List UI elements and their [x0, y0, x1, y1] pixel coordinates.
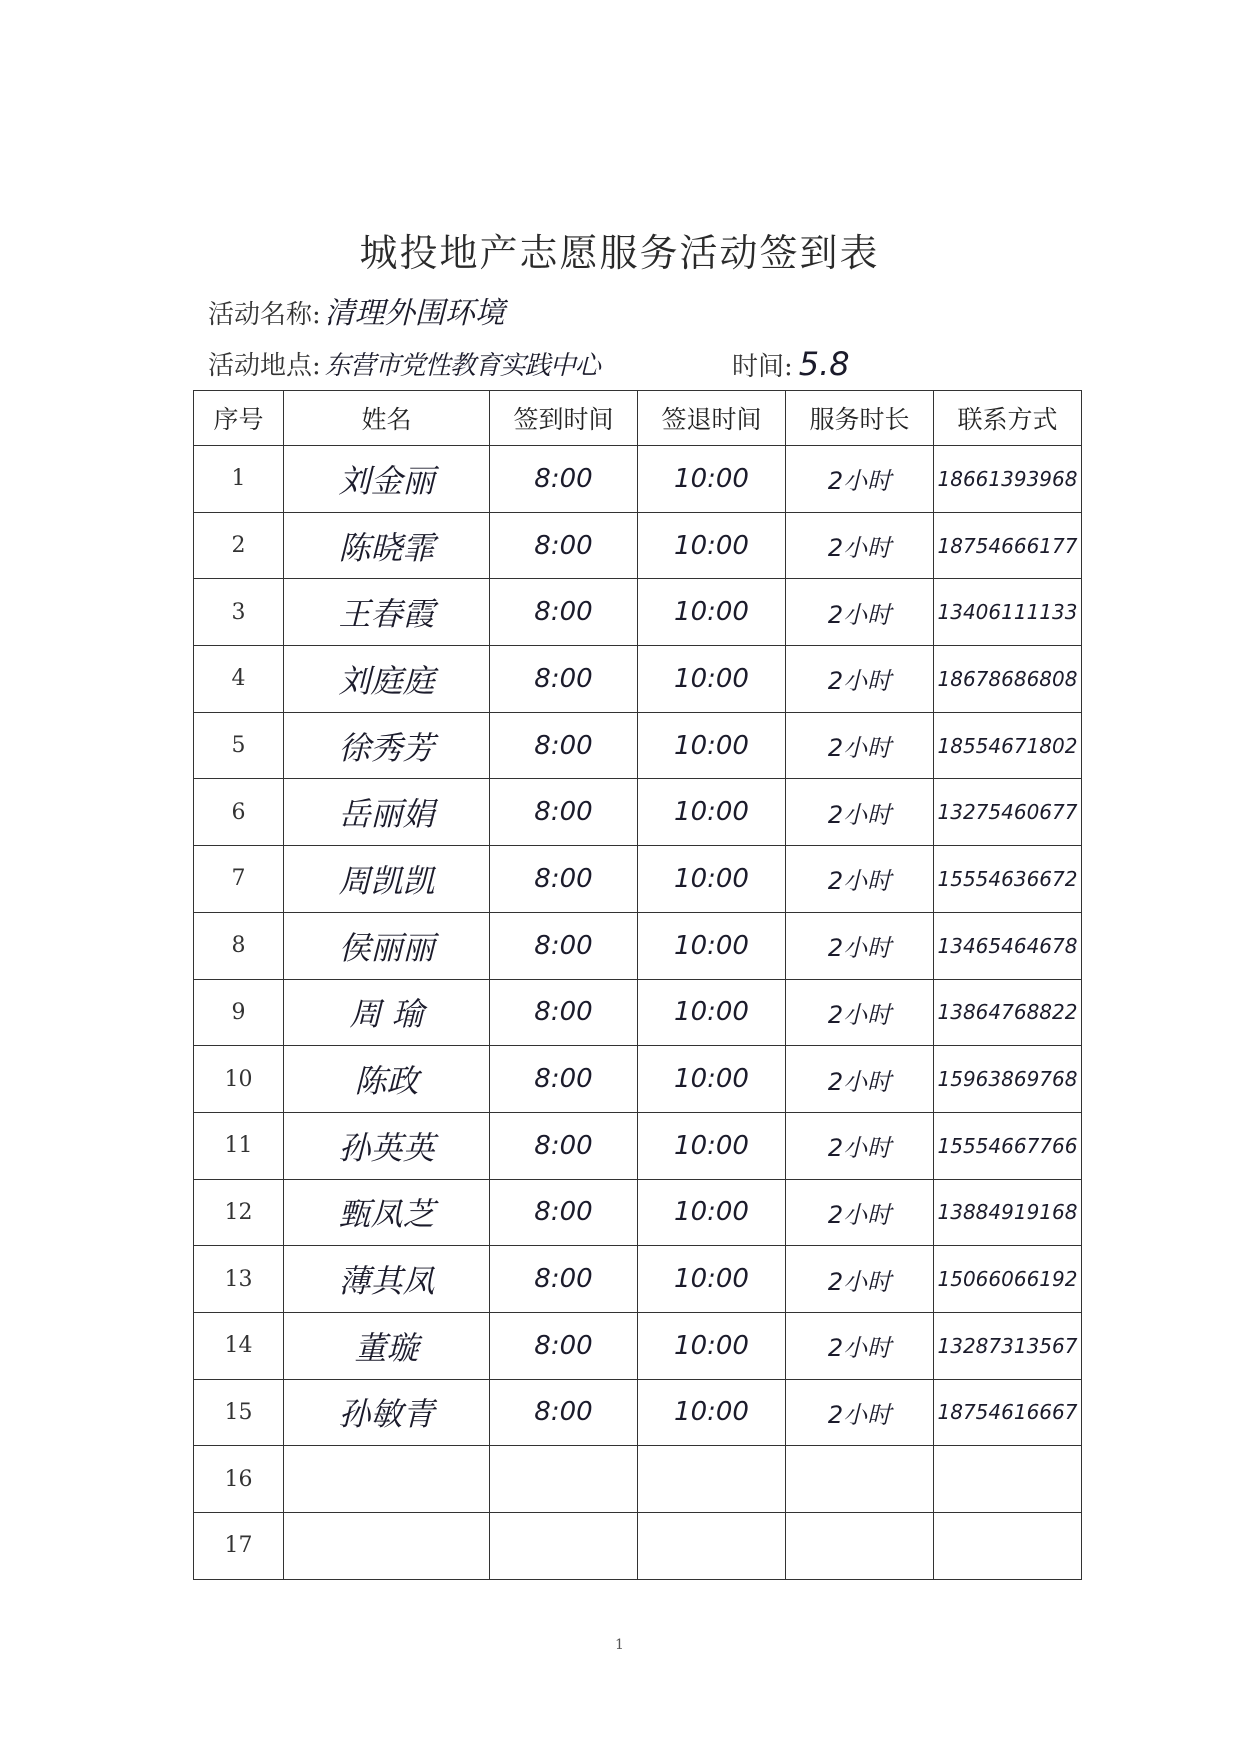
table-body: [194, 446, 1082, 1580]
cell-phone: 13884919168: [934, 1179, 1082, 1246]
cell-name: 甄凤芝: [284, 1179, 490, 1246]
table-row: [194, 846, 1082, 913]
cell-duration: 2小时: [786, 446, 934, 513]
cell-name: 侯丽丽: [284, 912, 490, 979]
cell-duration: 2小时: [786, 779, 934, 846]
activity-place-row: [208, 345, 600, 382]
cell-checkin: 8:00: [490, 779, 638, 846]
cell-duration: 2小时: [786, 1379, 934, 1446]
cell-checkout: 10:00: [638, 1379, 786, 1446]
cell-no: 16: [194, 1446, 284, 1513]
page-number: 1: [615, 1637, 624, 1653]
table-row: [194, 1179, 1082, 1246]
cell-phone: 18661393968: [934, 446, 1082, 513]
cell-checkout: 10:00: [638, 912, 786, 979]
cell-name: 刘庭庭: [284, 646, 490, 713]
table-row: [194, 579, 1082, 646]
sign-in-table: [193, 390, 1082, 1580]
cell-duration: 2小时: [786, 1046, 934, 1113]
cell-checkout: 10:00: [638, 712, 786, 779]
cell-duration: [786, 1513, 934, 1580]
activity-name-value: 清理外围环境: [324, 296, 505, 331]
header-checkin: 签到时间: [490, 391, 638, 446]
cell-name: 周 瑜: [284, 979, 490, 1046]
cell-checkin: 8:00: [490, 646, 638, 713]
cell-checkout: 10:00: [638, 1179, 786, 1246]
cell-checkout: [638, 1513, 786, 1580]
cell-checkin: 8:00: [490, 1046, 638, 1113]
cell-no: 3: [194, 579, 284, 646]
cell-checkout: 10:00: [638, 1046, 786, 1113]
cell-no: 17: [194, 1513, 284, 1580]
cell-no: 12: [194, 1179, 284, 1246]
cell-phone: 13465464678: [934, 912, 1082, 979]
cell-checkout: 10:00: [638, 1246, 786, 1313]
activity-name-label: 活动名称:: [208, 300, 321, 330]
cell-checkout: 10:00: [638, 512, 786, 579]
cell-phone: 18754616667: [934, 1379, 1082, 1446]
cell-duration: 2小时: [786, 979, 934, 1046]
activity-time-label: 时间:: [732, 352, 793, 382]
cell-duration: 2小时: [786, 1112, 934, 1179]
cell-checkin: 8:00: [490, 1312, 638, 1379]
table-row: [194, 712, 1082, 779]
cell-no: 10: [194, 1046, 284, 1113]
cell-name: 岳丽娟: [284, 779, 490, 846]
cell-duration: 2小时: [786, 646, 934, 713]
cell-duration: 2小时: [786, 579, 934, 646]
cell-name: 薄其凤: [284, 1246, 490, 1313]
cell-no: 1: [194, 446, 284, 513]
table-row: [194, 646, 1082, 713]
cell-name: 孙敏青: [284, 1379, 490, 1446]
cell-duration: 2小时: [786, 912, 934, 979]
cell-checkin: [490, 1446, 638, 1513]
cell-no: 11: [194, 1112, 284, 1179]
cell-name: 刘金丽: [284, 446, 490, 513]
cell-duration: 2小时: [786, 846, 934, 913]
cell-no: 2: [194, 512, 284, 579]
cell-checkin: 8:00: [490, 1379, 638, 1446]
cell-phone: 18678686808: [934, 646, 1082, 713]
cell-no: 8: [194, 912, 284, 979]
header-duration: 服务时长: [786, 391, 934, 446]
cell-name: 董璇: [284, 1312, 490, 1379]
cell-phone: [934, 1513, 1082, 1580]
cell-checkout: 10:00: [638, 579, 786, 646]
cell-name: [284, 1513, 490, 1580]
activity-time-row: [732, 345, 850, 383]
cell-checkout: 10:00: [638, 979, 786, 1046]
cell-name: 陈政: [284, 1046, 490, 1113]
cell-phone: 15554636672: [934, 846, 1082, 913]
cell-no: 9: [194, 979, 284, 1046]
cell-checkin: 8:00: [490, 446, 638, 513]
table-row: [194, 1312, 1082, 1379]
cell-phone: 18754666177: [934, 512, 1082, 579]
cell-checkin: [490, 1513, 638, 1580]
cell-name: 王春霞: [284, 579, 490, 646]
cell-phone: 18554671802: [934, 712, 1082, 779]
activity-name-row: [208, 288, 505, 332]
cell-no: 6: [194, 779, 284, 846]
header-name: 姓名: [284, 391, 490, 446]
cell-name: 陈晓霏: [284, 512, 490, 579]
cell-duration: 2小时: [786, 1312, 934, 1379]
activity-place-value: 东营市党性教育实践中心: [324, 351, 600, 381]
table-row: [194, 1046, 1082, 1113]
table-header-row: [194, 391, 1082, 446]
table-row: [194, 512, 1082, 579]
cell-checkin: 8:00: [490, 1179, 638, 1246]
cell-checkout: 10:00: [638, 846, 786, 913]
cell-duration: 2小时: [786, 712, 934, 779]
cell-checkout: 10:00: [638, 779, 786, 846]
cell-phone: 15963869768: [934, 1046, 1082, 1113]
cell-phone: 15066066192: [934, 1246, 1082, 1313]
cell-no: 13: [194, 1246, 284, 1313]
cell-phone: 13287313567: [934, 1312, 1082, 1379]
cell-name: 徐秀芳: [284, 712, 490, 779]
cell-checkout: 10:00: [638, 646, 786, 713]
header-phone: 联系方式: [934, 391, 1082, 446]
cell-phone: 13406111133: [934, 579, 1082, 646]
page-title: 城投地产志愿服务活动签到表: [359, 231, 880, 275]
table-row: [194, 1379, 1082, 1446]
table-row: [194, 1446, 1082, 1513]
activity-place-label: 活动地点:: [208, 351, 321, 381]
cell-phone: 15554667766: [934, 1112, 1082, 1179]
table-row: [194, 979, 1082, 1046]
cell-checkin: 8:00: [490, 912, 638, 979]
cell-phone: [934, 1446, 1082, 1513]
cell-checkin: 8:00: [490, 1246, 638, 1313]
table-row: [194, 1112, 1082, 1179]
cell-checkin: 8:00: [490, 846, 638, 913]
cell-name: 周凯凯: [284, 846, 490, 913]
cell-no: 4: [194, 646, 284, 713]
cell-no: 5: [194, 712, 284, 779]
table-row: [194, 779, 1082, 846]
cell-checkout: 10:00: [638, 1112, 786, 1179]
cell-checkin: 8:00: [490, 512, 638, 579]
cell-no: 15: [194, 1379, 284, 1446]
header-no: 序号: [194, 391, 284, 446]
activity-time-value: 5.8: [798, 345, 850, 383]
table-row: [194, 912, 1082, 979]
cell-duration: 2小时: [786, 1179, 934, 1246]
cell-duration: 2小时: [786, 1246, 934, 1313]
cell-phone: 13275460677: [934, 779, 1082, 846]
cell-phone: 13864768822: [934, 979, 1082, 1046]
cell-name: 孙英英: [284, 1112, 490, 1179]
cell-duration: 2小时: [786, 512, 934, 579]
cell-checkout: [638, 1446, 786, 1513]
cell-no: 7: [194, 846, 284, 913]
table-row: [194, 1246, 1082, 1313]
table-row: [194, 1513, 1082, 1580]
cell-no: 14: [194, 1312, 284, 1379]
cell-name: [284, 1446, 490, 1513]
cell-checkout: 10:00: [638, 446, 786, 513]
cell-checkin: 8:00: [490, 1112, 638, 1179]
cell-duration: [786, 1446, 934, 1513]
table-row: [194, 446, 1082, 513]
cell-checkin: 8:00: [490, 579, 638, 646]
cell-checkin: 8:00: [490, 979, 638, 1046]
cell-checkin: 8:00: [490, 712, 638, 779]
header-checkout: 签退时间: [638, 391, 786, 446]
cell-checkout: 10:00: [638, 1312, 786, 1379]
